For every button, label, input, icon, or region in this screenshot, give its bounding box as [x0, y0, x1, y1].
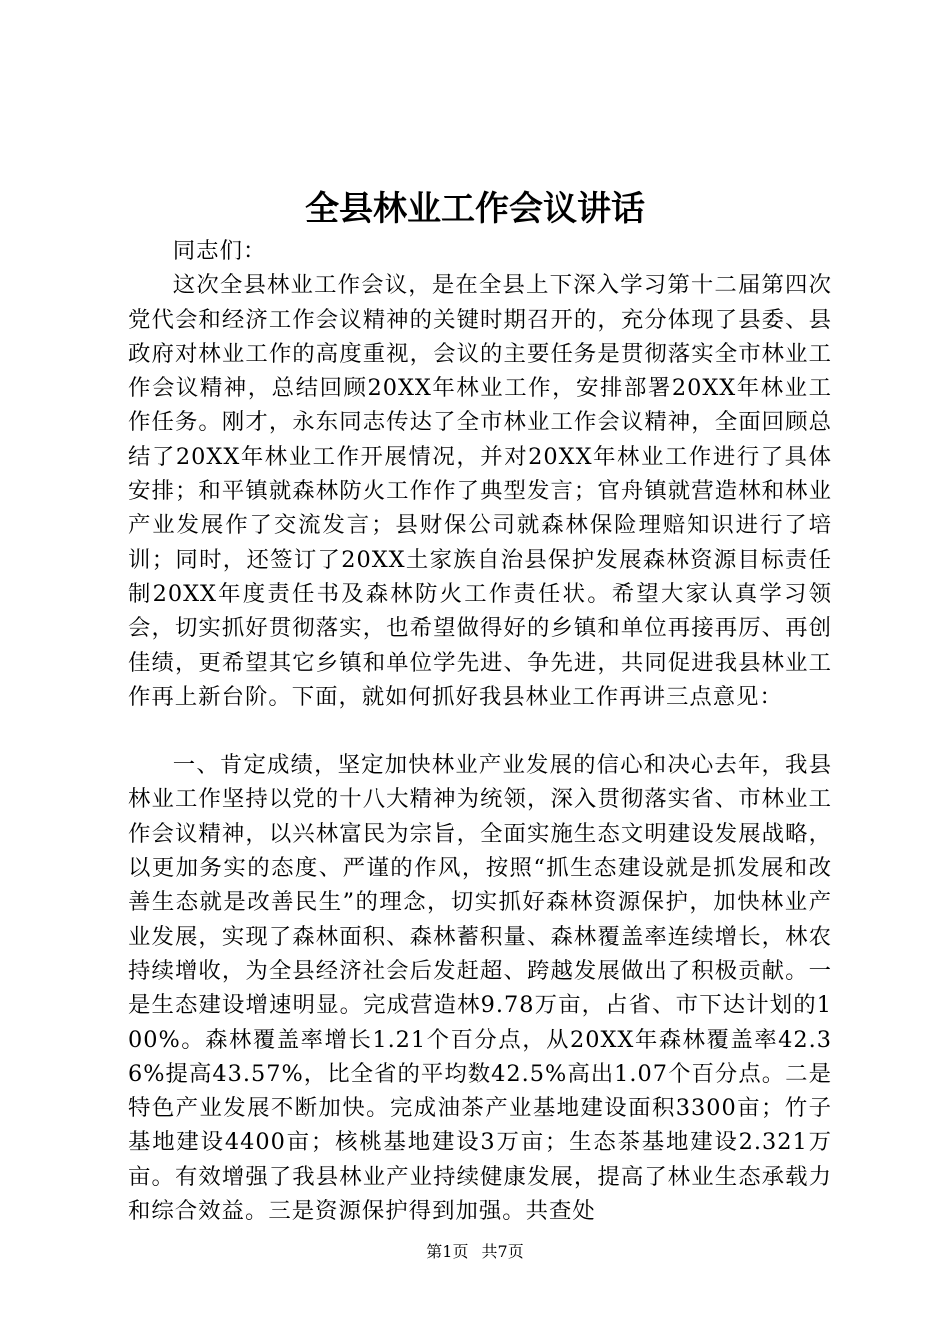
document-body [128, 234, 832, 1228]
paragraph-section-one: 一、肯定成绩，坚定加快林业产业发展的信心和决心去年，我县林业工作坚持以党的十八大精神为统领，深入贯彻落实省、市林业工作会议精神，以兴林富民为宗旨，全面实施生态文明建设发展战略，以更加务实的态度、严谨的作风，按照“抓生态建设就是抓发展和改善生态就是改善民生”的理念，切实抓好森林资源保护，加快林业产业发展，实现了森林面积、森林蓄积量、森林覆盖率连续增长，林农持续增收，为全县经济社会后发赶超、跨越发展做出了积极贡献。一是生态建设增速明显。完成营造林9.78万亩，占省、市下达计划的100%。森林覆盖率增长1.21个百分点，从20XX年森林覆盖率42.36%提高43.57%，比全省的平均数42.5%高出1.07个百分点。二是特色产业发展不断加快。完成油茶产业基地建设面积3300亩；竹子基地建设4400亩；核桃基地建设3万亩；生态茶基地建设2.321万亩。有效增强了我县林业产业持续健康发展，提高了林业生态承载力和综合效益。三是资源保护得到加强。共查处 [128, 752, 832, 1225]
document-title: 全县林业工作会议讲话 [305, 189, 645, 229]
paragraph-intro: 这次全县林业工作会议，是在全县上下深入学习第十二届第四次党代会和经济工作会议精神的关键时期召开的，充分体现了县委、县政府对林业工作的高度重视，会议的主要任务是贯彻落实全市林业工作会议精神，总结回顾20XX年林业工作，安排部署20XX年林业工作任务。刚才，永东同志传达了全市林业工作会议精神，全面回顾总结了20XX年林业工作开展情况，并对20XX年林业工作进行了具体安排；和平镇就森林防火工作作了典型发言；官舟镇就营造林和林业产业发展作了交流发言；县财保公司就森林保险理赔知识进行了培训；同时，还签订了20XX土家族自治县保护发展森林资源目标责任制20XX年度责任书及森林防火工作责任状。希望大家认真学习领会，切实抓好贯彻落实，也希望做得好的乡镇和单位再接再厉、再创佳绩，更希望其它乡镇和单位学先进、争先进，共同促进我县林业工作再上新台阶。下面，就如何抓好我县林业工作再讲三点意见： [128, 272, 832, 710]
salutation: 同志们： [172, 238, 267, 264]
page-total: 共7页 [481, 1242, 524, 1261]
page-number: 第1页 [426, 1242, 469, 1261]
page-footer [0, 1241, 950, 1263]
